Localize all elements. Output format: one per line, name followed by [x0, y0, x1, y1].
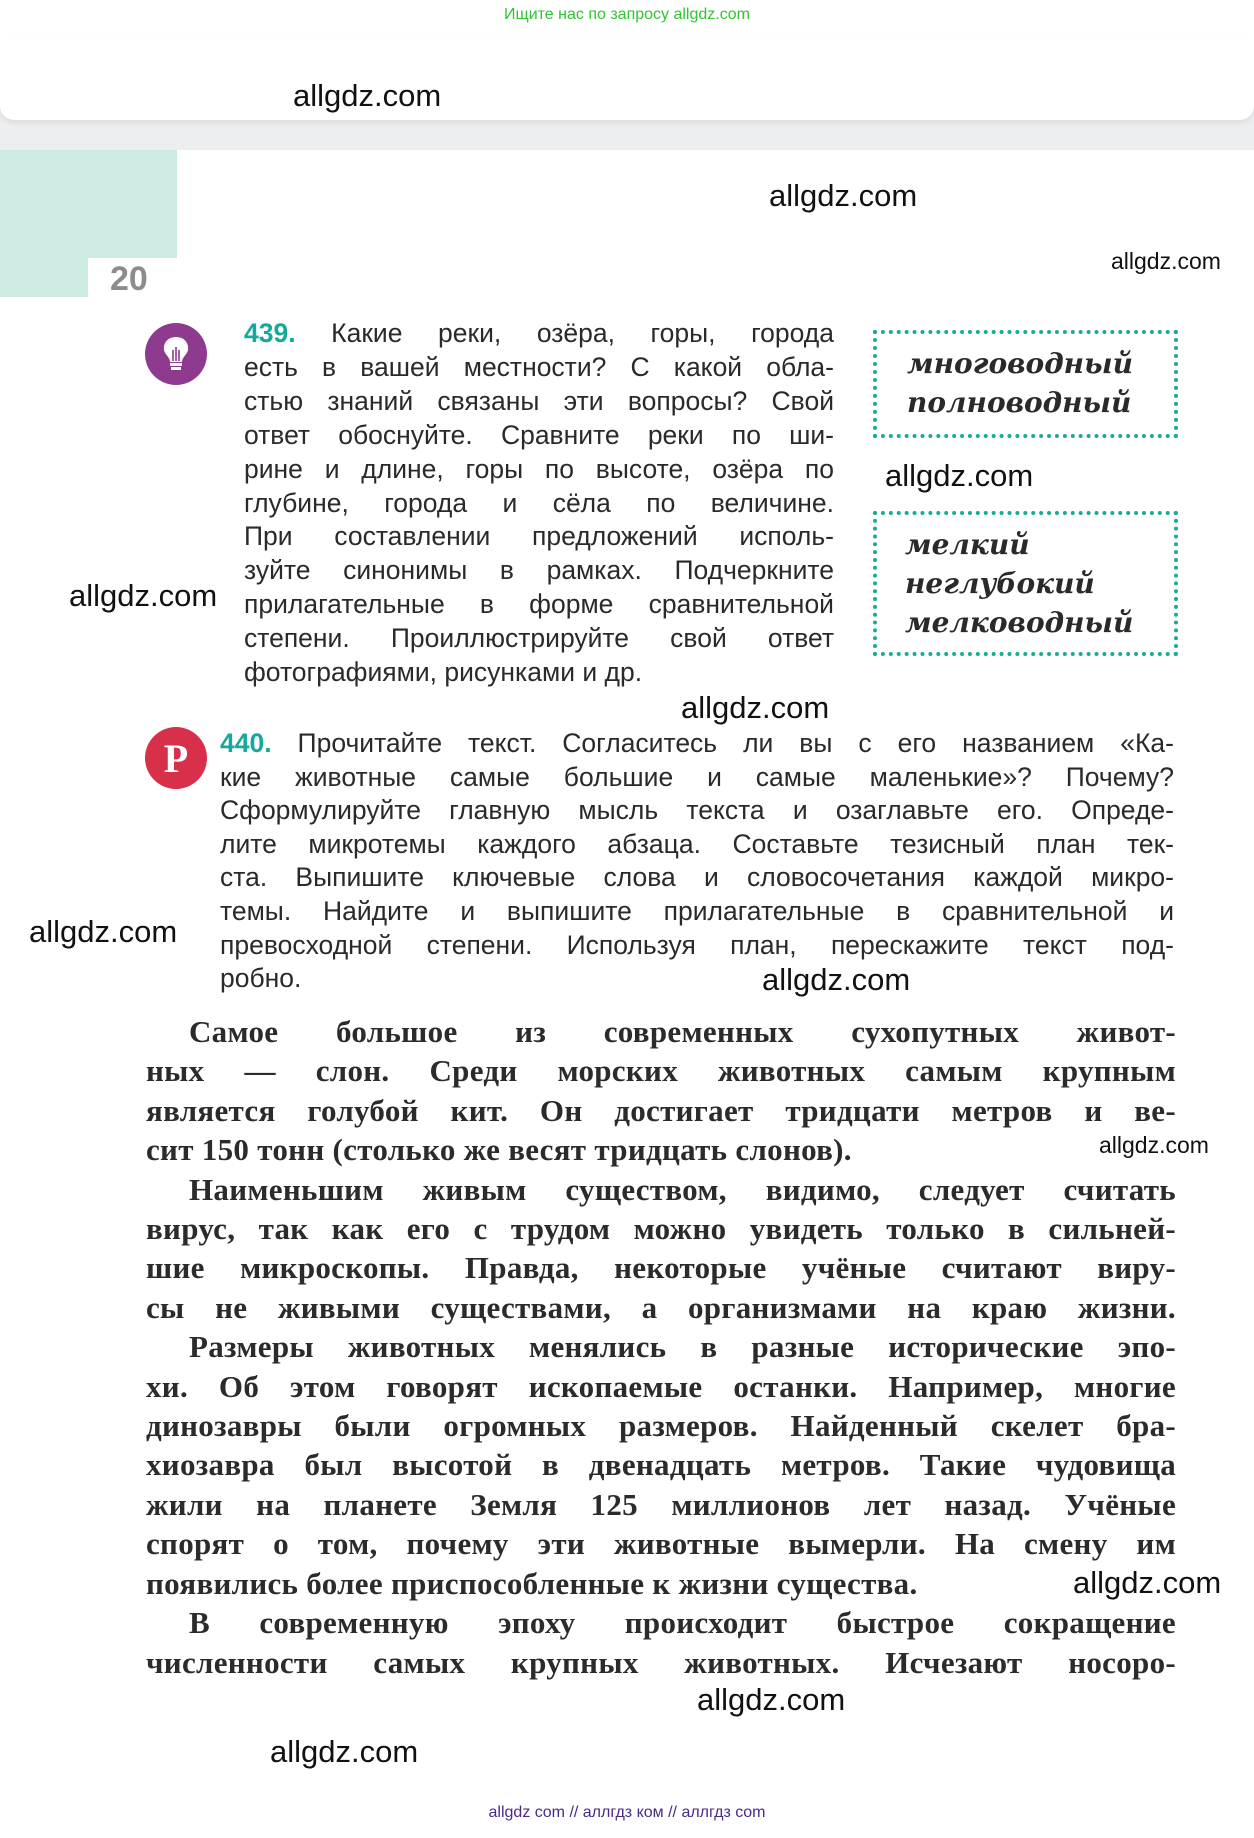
synonym-word: многоводный — [907, 347, 1133, 380]
watermark: allgdz.com — [1111, 248, 1221, 274]
text-line: фотографиями, рисунками и др. — [244, 657, 643, 688]
text-line: динозавры были огромных размеров. Найденный скелет бра- — [146, 1408, 1176, 1444]
watermark: allgdz.com — [1073, 1565, 1222, 1600]
watermark: allgdz.com — [69, 578, 218, 613]
synonym-word: полноводный — [907, 386, 1132, 419]
text-line: степени. Проиллюстрируйте свой ответ — [244, 623, 834, 654]
text-line: является голубой кит. Он достигает тридцати метров и ве- — [146, 1092, 1176, 1128]
text-line — [220, 727, 1174, 761]
text-line — [244, 317, 834, 351]
watermark: allgdz.com — [769, 178, 918, 213]
search-hint[interactable]: Ищите нас по запросу allgdz.com — [504, 6, 750, 23]
speech-development-icon — [145, 727, 207, 789]
text-line-content: Прочитайте текст. Согласитесь ли вы с его названием «Ка- — [297, 728, 1174, 758]
text-line: хиозавра был высотой в двенадцать метров. Такие чудовища — [146, 1447, 1176, 1483]
text-line: хи. Об этом говорят ископаемые останки. Например, многие — [146, 1368, 1176, 1404]
lightbulb-icon — [145, 323, 207, 385]
text-line: Размеры животных менялись в разные исторические эпо- — [189, 1329, 1176, 1365]
text-line: сит 150 тонн (столько же весят тридцать слонов). — [146, 1132, 852, 1168]
text-line: В современную эпоху происходит быстрое сокращение — [189, 1605, 1176, 1641]
text-line: прилагательные в форме сравнительной — [244, 589, 834, 620]
text-line: ных — слон. Среди морских животных самым крупным — [146, 1053, 1176, 1089]
text-line: жили на планете Земля 125 миллионов лет назад. Учёные — [146, 1486, 1176, 1522]
text-line: спорят о том, почему эти животные вымерли. На смену им — [146, 1526, 1176, 1562]
synonym-box — [873, 330, 1178, 438]
watermark: allgdz.com — [270, 1734, 419, 1769]
text-line: темы. Найдите и выпишите прилагательные в сравнительной и — [220, 895, 1174, 926]
text-line: Самое большое из современных сухопутных живот- — [189, 1014, 1176, 1049]
text-line: глубине, города и сёла по величине. — [244, 487, 834, 518]
text-line: робно. — [220, 963, 302, 994]
exercise-number: 440. — [220, 728, 272, 758]
exercise-440 — [220, 727, 1174, 996]
exercise-439 — [244, 317, 834, 690]
top-banner — [0, 0, 1254, 36]
text-line: зуйте синонимы в рамках. Подчеркните — [244, 555, 834, 586]
text-line: шие микроскопы. Правда, некоторые учёные считают виру- — [146, 1250, 1176, 1286]
watermark: allgdz.com — [1099, 1132, 1209, 1158]
reading-text — [146, 1012, 1176, 1682]
text-line: стью знаний связаны эти вопросы? Свой — [244, 385, 834, 416]
text-line: превосходной степени. Используя план, перескажите текст под- — [220, 929, 1174, 960]
header-card — [0, 36, 1254, 120]
text-line: ста. Выпишите ключевые слова и словосочетания каждой микро- — [220, 862, 1174, 893]
text-line: есть в вашей местности? С какой обла- — [244, 351, 834, 382]
exercise-number: 439. — [244, 318, 296, 348]
footer-links[interactable]: allgdz com // аллгдз ком // аллгдз com — [488, 1804, 766, 1821]
page-corner-decoration — [0, 150, 177, 258]
text-line: Наименьшим живым существом, видимо, следует считать — [189, 1171, 1176, 1207]
watermark: allgdz.com — [697, 1682, 846, 1717]
text-line: лите микротемы каждого абзаца. Составьте тезисный план тек- — [220, 828, 1174, 859]
watermark: allgdz.com — [293, 78, 442, 113]
text-line: численности самых крупных животных. Исчезают носоро- — [146, 1644, 1176, 1680]
text-line: ответ обоснуйте. Сравните реки по ши- — [244, 419, 834, 450]
page-number: 20 — [110, 260, 148, 298]
text-line-content: Какие реки, озёра, горы, города — [331, 318, 834, 348]
text-line: Сформулируйте главную мысль текста и озаглавьте его. Опреде- — [220, 795, 1174, 826]
synonym-word: мелководный — [905, 606, 1134, 639]
text-line: появились более приспособленные к жизни существа. — [146, 1565, 918, 1601]
icon-letter: Р — [163, 735, 189, 781]
synonym-word: неглубокий — [905, 567, 1095, 600]
text-line: сы не живыми существами, а организмами на краю жизни. — [146, 1289, 1176, 1325]
text-line: кие животные самые большие и самые маленькие»? Почему? — [220, 761, 1174, 792]
watermark: allgdz.com — [29, 914, 178, 949]
watermark: allgdz.com — [885, 458, 1034, 493]
watermark: allgdz.com — [681, 690, 830, 725]
text-line: При составлении предложений исполь- — [244, 521, 834, 552]
synonym-word: мелкий — [905, 528, 1030, 561]
text-line: рине и длине, горы по высоте, озёра по — [244, 453, 834, 484]
synonym-box — [873, 511, 1178, 656]
text-line: вирус, так как его с трудом можно увидеть только в сильней- — [146, 1211, 1176, 1247]
watermark: allgdz.com — [762, 962, 911, 997]
page-corner-decoration — [0, 258, 88, 297]
